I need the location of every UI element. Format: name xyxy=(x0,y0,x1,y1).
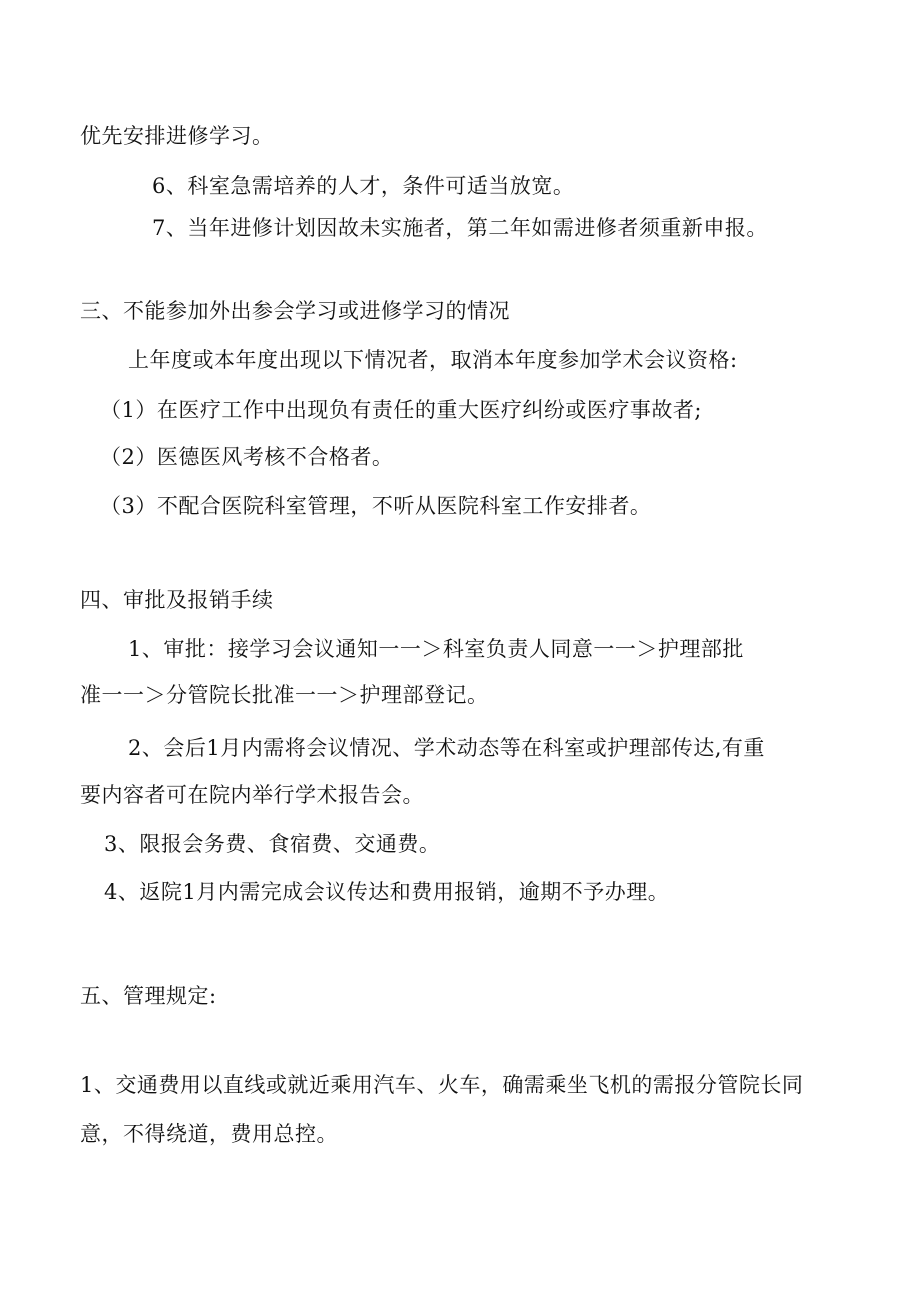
text-line: 优先安排进修学习。 xyxy=(80,124,274,148)
section-heading: 三、不能参加外出参会学习或进修学习的情况 xyxy=(80,299,510,323)
list-item: 6、科室急需培养的人才，条件可适当放宽。 xyxy=(152,174,575,198)
list-item: 7、当年进修计划因故未实施者，第二年如需进修者须重新申报。 xyxy=(152,216,768,240)
list-item: 2、会后1月内需将会议情况、学术动态等在科室或护理部传达,有重 xyxy=(128,736,765,760)
text-line: 上年度或本年度出现以下情况者，取消本年度参加学术会议资格: xyxy=(128,348,738,372)
text-line: 准一一＞分管院长批准一一＞护理部登记。 xyxy=(80,683,489,707)
list-item: （3）不配合医院科室管理，不听从医院科室工作安排者。 xyxy=(100,494,652,518)
section-heading: 四、审批及报销手续 xyxy=(80,588,274,612)
list-item: （1）在医疗工作中出现负有责任的重大医疗纠纷或医疗事故者; xyxy=(100,398,702,422)
list-item: 4、返院1月内需完成会议传达和费用报销，逾期不予办理。 xyxy=(104,880,670,904)
text-line: 意，不得绕道，费用总控。 xyxy=(80,1122,338,1146)
list-item: 3、限报会务费、食宿费、交通费。 xyxy=(104,832,441,856)
list-item: 1、审批：接学习会议通知一一＞科室负责人同意一一＞护理部批 xyxy=(128,637,744,661)
list-item: （2）医德医风考核不合格者。 xyxy=(100,445,394,469)
section-heading: 五、管理规定: xyxy=(80,984,217,1008)
list-item: 1、交通费用以直线或就近乘用汽车、火车，确需乘坐飞机的需报分管院长同 xyxy=(80,1073,804,1097)
text-line: 要内容者可在院内举行学术报告会。 xyxy=(80,783,424,807)
